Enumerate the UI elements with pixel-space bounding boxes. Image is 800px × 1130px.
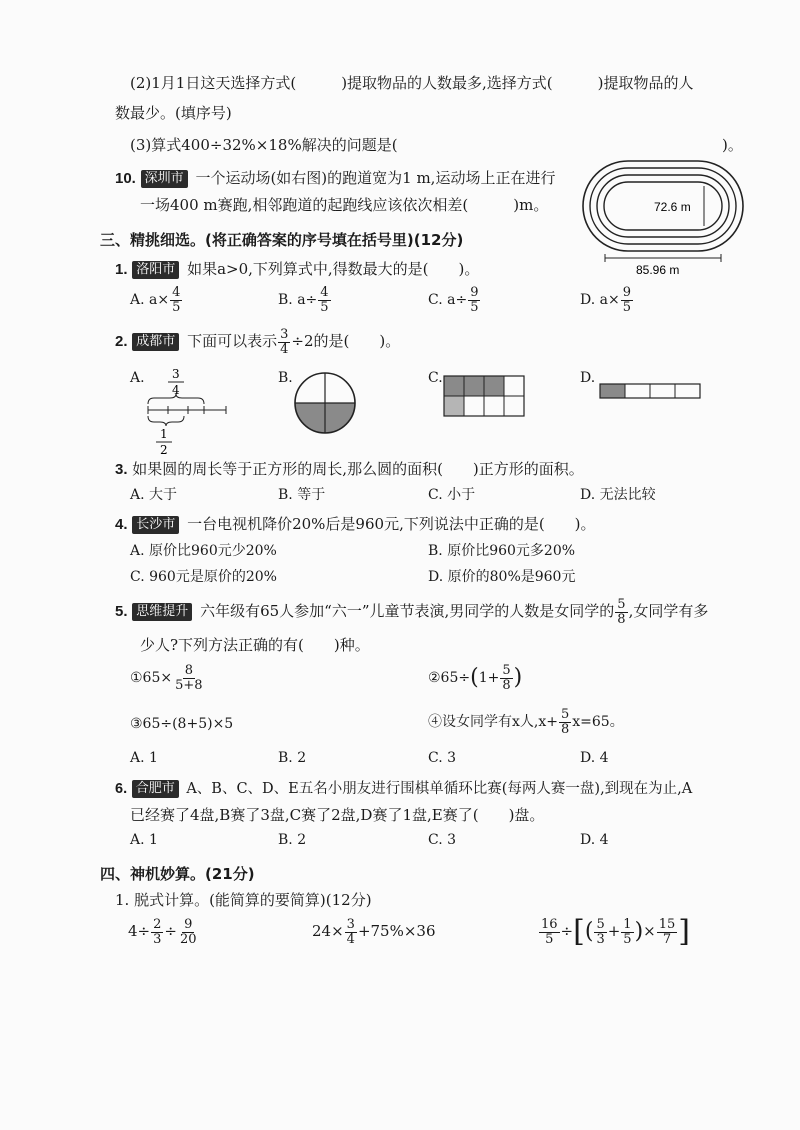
q9-line3: (3)算式400÷32%×18%解决的问题是( [130, 136, 398, 154]
region-tag: 长沙市 [132, 516, 179, 534]
s3q5-option-d: D. 4 [580, 750, 609, 766]
s3q3-option-a: A. 大于 [130, 487, 178, 503]
s3q1-text: 如果a>0,下列算式中,得数最大的是( )。 [187, 260, 480, 278]
s3q2-option-a-label: A. [130, 370, 145, 386]
s3q6-option-c: C. 3 [428, 832, 457, 848]
track-length-label: 85.96 m [636, 263, 680, 276]
region-tag: 深圳市 [141, 170, 188, 188]
q10-text: 一个运动场(如右图)的跑道宽为1 m,运动场上正在进行 [195, 169, 556, 187]
q9-line3-end: )。 [722, 136, 743, 154]
s3q1-option-d: D. a× $\frac{9}{5}$ [580, 285, 631, 315]
s3q5-method-4: ④设女同学有x人,x+ $\frac{5}{8}$ x=65。 [428, 707, 624, 737]
question-number: 2. [115, 333, 128, 351]
s3q6-line1: 6. 合肥市 A、B、C、D、E五名小朋友进行围棋单循环比赛(每两人赛一盘),到现在为止,A [115, 781, 693, 797]
section-3-title: 三、精挑细选。(将正确答案的序号填在括号里)(12分) [100, 231, 464, 249]
s3q2-option-d-label: D. [580, 370, 596, 386]
s3q5-option-a: A. 1 [130, 750, 158, 766]
s3q3-option-b: B. 等于 [278, 487, 326, 503]
fraction-denominator: 2 [160, 443, 168, 457]
s3q2-figure-c [442, 374, 526, 420]
s3q6-line2: 已经赛了4盘,B赛了3盘,C赛了2盘,D赛了1盘,E赛了( )盘。 [130, 806, 545, 824]
q10-line1 [115, 169, 555, 188]
section-4-subtitle: 1. 脱式计算。(能简算的要简算)(12分) [115, 891, 372, 909]
region-tag: 思维提升 [132, 603, 192, 621]
question-number: 3. [115, 461, 128, 478]
q10-line2: 一场400 m赛跑,相邻跑道的起跑线应该依次相差( )m。 [140, 196, 549, 214]
s3q4-stem: 4. 长沙市 一台电视机降价20%后是960元,下列说法中正确的是( )。 [115, 515, 596, 533]
region-tag: 合肥市 [132, 780, 179, 798]
s3q2-figure-a [140, 364, 240, 458]
s3q4-option-a: A. 原价比960元少20% [130, 543, 277, 559]
s3q1-stem [115, 260, 479, 279]
calc-expression-2: 24× $\frac{3}{4}$ +75%×36 [312, 917, 436, 947]
question-number: 10. [115, 170, 136, 187]
question-number: 6. [115, 781, 128, 797]
s3q2-option-c-label: C. [428, 370, 443, 386]
s3q6-option-b: B. 2 [278, 832, 307, 848]
s3q5-method-2: ②65÷(1+ $\frac{5}{8}$ ) [428, 663, 523, 693]
section-4-title: 四、神机妙算。(21分) [100, 865, 255, 883]
s3q3-option-c: C. 小于 [428, 487, 476, 503]
s3q5-method-1: ①65× $\frac{8}{5+8}$ [130, 663, 203, 693]
track-figure [578, 158, 758, 276]
s3q1-option-c: C. a÷ $\frac{9}{5}$ [428, 285, 479, 315]
calc-expression-3: $\frac{16}{5}$ ÷[( $\frac{5}{3}$ + $\frac{1}{5}$ )× $\frac{15}{7}$ ] [541, 914, 691, 949]
s3q6-option-a: A. 1 [130, 832, 158, 848]
fraction-denominator: 4 [172, 383, 180, 397]
region-tag: 成都市 [132, 333, 179, 351]
s3q5-line2: 少人?下列方法正确的有( )种。 [140, 636, 370, 654]
s3q2-stem: 2. 成都市 下面可以表示 $\frac{3}{4}$ ÷2的是( )。 [115, 327, 401, 357]
question-number: 5. [115, 603, 128, 621]
s3q4-option-b: B. 原价比960元多20% [428, 543, 576, 559]
fraction-numerator: 1 [160, 427, 168, 441]
s3q5-method-3: ③65÷(8+5)×5 [130, 716, 234, 732]
s3q3-stem: 3. 如果圆的周长等于正方形的周长,那么圆的面积( )正方形的面积。 [115, 460, 584, 478]
s3q6-option-d: D. 4 [580, 832, 609, 848]
q9-line2: 数最少。(填序号) [115, 104, 232, 122]
region-tag: 洛阳市 [132, 261, 179, 279]
s3q1-option-b: B. a÷ $\frac{4}{5}$ [278, 285, 329, 315]
s3q2-figure-d [598, 382, 704, 402]
s3q4-option-c: C. 960元是原价的20% [130, 569, 277, 585]
s3q1-option-a: A. a× $\frac{4}{5}$ [130, 285, 181, 315]
fraction-numerator: 3 [172, 367, 180, 381]
s3q2-option-b-label: B. [278, 370, 293, 386]
q9-line1: (2)1月1日这天选择方式( )提取物品的人数最多,选择方式( )提取物品的人 [130, 74, 694, 92]
s3q5-line1: 5. 思维提升 六年级有65人参加“六一”儿童节表演,男同学的人数是女同学的 $\frac{5}{8}$ ,女同学有多 [115, 597, 709, 627]
s3q5-option-c: C. 3 [428, 750, 457, 766]
s3q4-option-d: D. 原价的80%是960元 [428, 569, 576, 585]
calc-expression-1: 4÷ $\frac{2}{3}$ ÷ $\frac{9}{20}$ [128, 917, 197, 947]
question-number: 1. [115, 261, 128, 278]
track-width-label: 72.6 m [654, 200, 691, 214]
s3q3-option-d: D. 无法比较 [580, 487, 656, 503]
s3q5-option-b: B. 2 [278, 750, 307, 766]
s3q2-figure-b [290, 368, 360, 438]
question-number: 4. [115, 516, 128, 533]
